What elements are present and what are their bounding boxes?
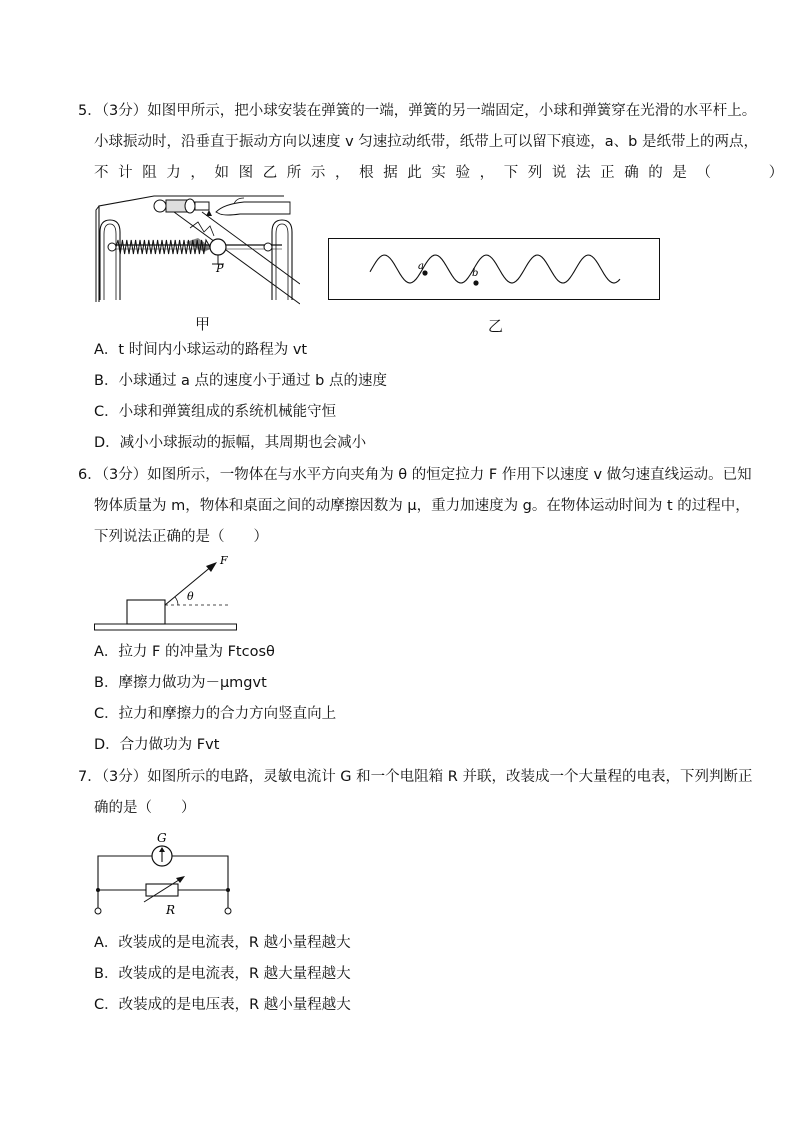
- label-p: P: [216, 262, 224, 275]
- q6-option-a: A．拉力 F 的冲量为 Ftcosθ: [94, 644, 275, 660]
- q7-stem-line1: 7．（3分）如图所示的电路，灵敏电流计 G 和一个电阻箱 R 并联，改装成一个大量程的电表，下列判断正: [78, 769, 753, 785]
- q5-option-c: C．小球和弹簧组成的系统机械能守恒: [94, 404, 337, 420]
- q5-caption-right: 乙: [488, 317, 504, 335]
- q7-option-b: B．改装成的是电流表，R 越大量程越大: [94, 966, 351, 982]
- q6-figure-block-pull: [94, 552, 244, 634]
- point-b: [473, 280, 478, 285]
- q5-stem-line1: 5．（3分）如图甲所示，把小球安装在弹簧的一端，弹簧的另一端固定，小球和弹簧穿在光滑的水平杆上。: [78, 103, 757, 119]
- q5-stem-line2: 小球振动时，沿垂直于振动方向以速度 v 匀速拉动纸带，纸带上可以留下痕迹，a、b 是纸带上的两点，: [94, 134, 758, 150]
- label-r: R: [166, 903, 176, 917]
- q6-option-d: D．合力做功为 Fvt: [94, 737, 220, 753]
- q5-option-a: A．t 时间内小球运动的路程为 vt: [94, 342, 308, 358]
- resistor-box-icon: [146, 884, 178, 896]
- q5-option-b: B．小球通过 a 点的速度小于通过 b 点的速度: [94, 373, 387, 389]
- q6-stem-line1: 6．（3分）如图所示，一物体在与水平方向夹角为 θ 的恒定拉力 F 作用下以速度 v 做匀速直线运动。已知: [78, 467, 752, 483]
- label-a: a: [418, 261, 424, 272]
- q7-option-a: A．改装成的是电流表，R 越小量程越大: [94, 935, 351, 951]
- q7-stem-line2: 确的是（ ）: [94, 800, 196, 816]
- label-theta: θ: [187, 590, 194, 603]
- q6-option-b: B．摩擦力做功为－μmgvt: [94, 675, 267, 691]
- q7-option-c: C．改装成的是电压表，R 越小量程越大: [94, 997, 351, 1013]
- q6-option-c: C．拉力和摩擦力的合力方向竖直向上: [94, 706, 337, 722]
- q5-option-d: D．减小小球振动的振幅，其周期也会减小: [94, 435, 367, 451]
- q5-stem-line3: 不计阻力，如图乙所示，根据此实验，下列说法正确的是（ ）: [94, 165, 793, 181]
- terminal-right: [225, 908, 231, 914]
- q5-figure-spring-apparatus: [94, 192, 300, 306]
- q6-stem-line2: 物体质量为 m，物体和桌面之间的动摩擦因数为 μ，重力加速度为 g。在物体运动时间为 t 的过程中，: [94, 498, 750, 514]
- q5-caption-left: 甲: [195, 315, 211, 333]
- terminal-left: [95, 908, 101, 914]
- label-b: b: [472, 268, 479, 279]
- label-f: F: [220, 554, 228, 567]
- label-g: G: [157, 831, 167, 845]
- q7-figure-circuit: [90, 826, 240, 918]
- q6-stem-line3: 下列说法正确的是（ ）: [94, 529, 268, 545]
- q5-figure-tape-trace: [328, 238, 660, 300]
